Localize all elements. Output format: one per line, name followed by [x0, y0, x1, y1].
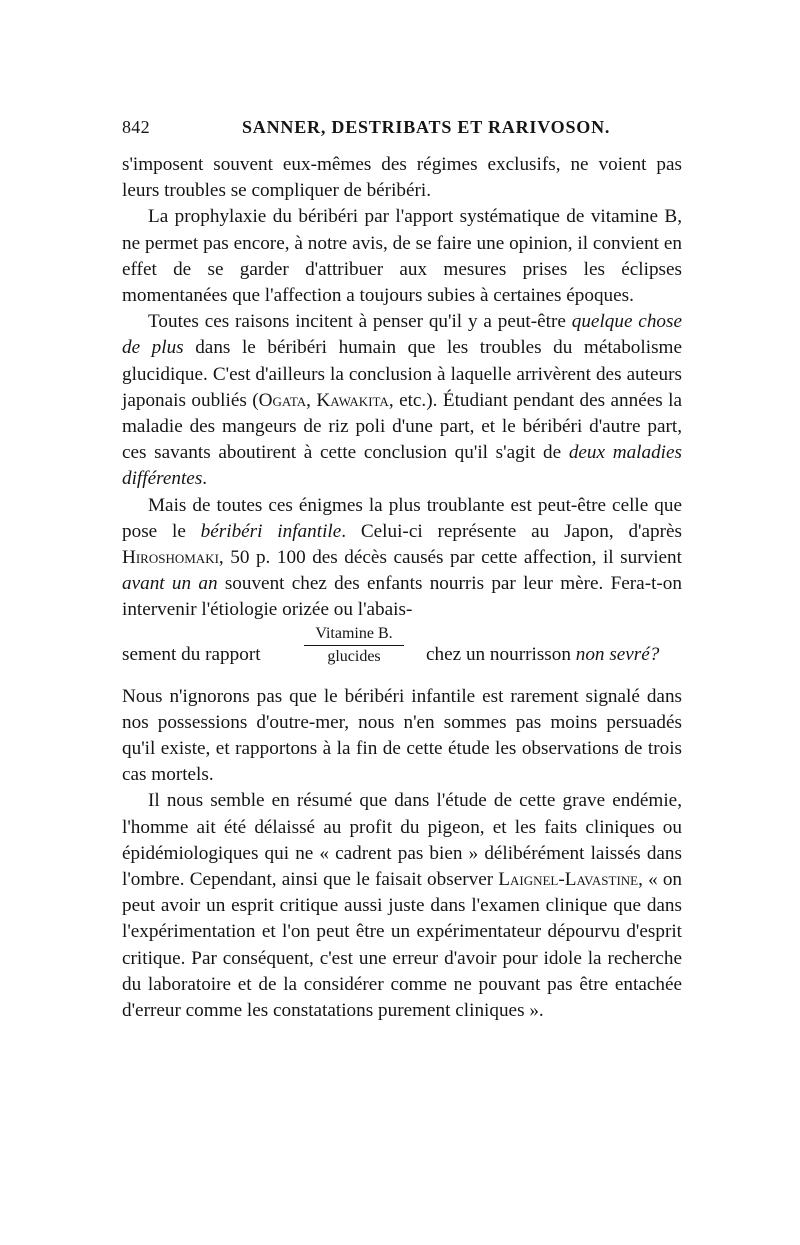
body-text [122, 152, 682, 1024]
author-name-laignel-lavastine: Laignel-Lavastine [498, 869, 639, 891]
fraction-line [122, 624, 682, 684]
paragraph-3 [122, 309, 682, 492]
paragraph-5-text: , « on peut avoir un esprit critique aussi juste dans l'examen clinique que dans l'expérimentation et l'on peut être un expérimentateur dépourvu d'esprit critique. Par conséquent, c'est une erreur d'avoir pour idole la recherche du laboratoire et de la considérer comme ne pouvant pas être entachée d'erreur comme les constatations purement cliniques ». [122, 869, 683, 1022]
emphasis-non-sevre: non sevré? [575, 643, 660, 665]
fraction-trail-roman: chez un nourrisson [426, 643, 576, 665]
paragraph-5 [122, 788, 682, 1024]
paragraph-3-text: , etc.). Étudiant pendant des années la maladie des mangeurs de riz poli d'une part, et le béribéri d'autre part, ces savants aboutirent à cette conclusion qu'il s'agit de [122, 389, 683, 464]
paragraph-4 [122, 493, 682, 624]
paragraph-3-text: . [202, 468, 208, 490]
emphasis-beriberi-infantile: béribéri infantile [200, 520, 342, 542]
emphasis-quelque-chose: quelque chose de plus [122, 311, 682, 359]
author-name-kawakita: Kawakita [316, 389, 389, 411]
paragraph-3-text: dans le béribéri humain que les troubles du métabolisme glucidique. C'est d'ailleurs la conclusion à laquelle arrivèrent des auteurs japonais oubliés ( [122, 337, 682, 411]
running-head: SANNER, DESTRIBATS ET RARIVOSON. [242, 117, 611, 137]
paragraph-2 [122, 204, 682, 309]
fraction-lead-text: sement du rapport [122, 643, 261, 665]
paragraph-1 [122, 152, 682, 204]
page-header [122, 117, 682, 143]
paragraph-4-continued [122, 684, 682, 789]
fraction-trail-text [426, 642, 682, 668]
page [122, 117, 682, 1024]
paragraph-5-text: Il nous semble en résumé que dans l'étude de cette grave endémie, l'homme ait été délaissé au profit du pigeon, et les faits cliniques ou épidémiologiques qui ne « cadrent pas bien » délibérément laissés dans l'ombre. Cependant, ainsi que le faisait observer [122, 790, 682, 891]
paragraph-3-text: , [306, 389, 317, 411]
paragraph-4-text: Mais de toutes ces énigmes la plus troublante est peut-être celle que pose le [122, 494, 682, 542]
page-number: 842 [122, 117, 150, 137]
paragraph-1-text: s'imposent souvent eux-mêmes des régimes exclusifs, ne voient pas leurs troubles se compliquer de béribéri. [122, 154, 682, 202]
paragraph-2-text: La prophylaxie du béribéri par l'apport systématique de vitamine B, ne permet pas encore, à notre avis, de se faire une opinion, il convient en effet de se garder d'attribuer aux mesures prises les éclipses momentanées que l'affection a toujours subies à certaines époques. [122, 206, 682, 307]
paragraph-4-text: . Celui-ci représente au Japon, d'après [341, 520, 682, 542]
paragraph-3-text: Toutes ces raisons incitent à penser qu'il y a peut-être [148, 311, 572, 333]
paragraph-4-text: , 50 p. 100 des décès causés par cette affection, il survient [218, 547, 682, 569]
paragraph-4-text: souvent chez des enfants nourris par leur mère. Fera-t-on intervenir l'étiologie orizée ou l'abais- [122, 573, 682, 621]
author-name-hiroshomaki: Hiroshomaki [122, 547, 219, 569]
emphasis-avant-un-an: avant un an [122, 573, 218, 595]
author-name-ogata: Ogata [258, 389, 307, 411]
ratio-fraction [304, 624, 404, 667]
emphasis-deux-maladies: deux maladies différentes [122, 442, 682, 490]
fraction-numerator: Vitamine B. [304, 624, 404, 646]
paragraph-4-text: Nous n'ignorons pas que le béribéri infantile est rarement signalé dans nos possessions d'outre-mer, nous n'en sommes pas moins persuadés qu'il existe, et rapportons à la fin de cette étude les observations de trois cas mortels. [122, 685, 682, 786]
fraction-denominator: glucides [327, 647, 381, 665]
